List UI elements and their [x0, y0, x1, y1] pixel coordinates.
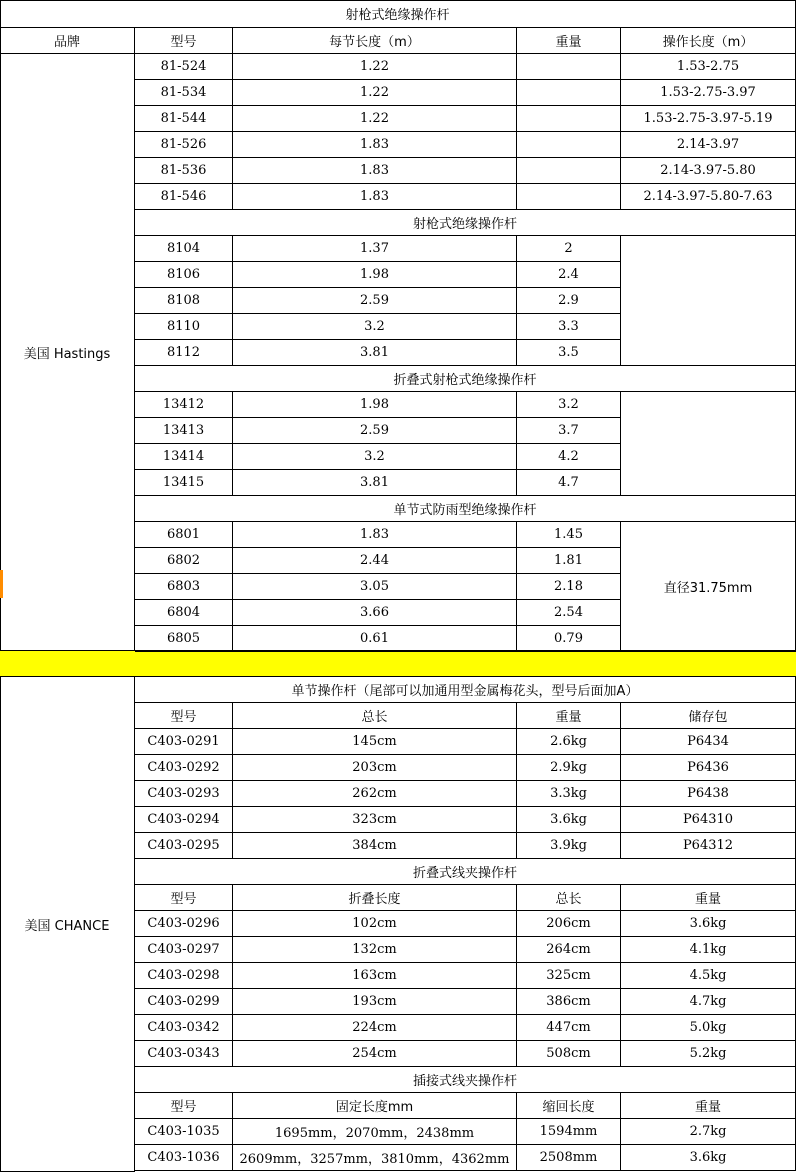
table-cell: C403-1035 [135, 1119, 233, 1145]
table-cell: 262cm [233, 781, 517, 807]
table-cell: 254cm [233, 1041, 517, 1067]
table-cell: P6438 [621, 781, 796, 807]
table-cell: 3.05 [233, 574, 517, 600]
table-cell: 81-546 [135, 184, 233, 210]
table-cell: 2.7kg [621, 1119, 796, 1145]
group-title: 折叠式线夹操作杆 [135, 859, 796, 885]
group-title: 单节式防雨型绝缘操作杆 [135, 496, 796, 522]
column-header: 每节长度（m） [233, 28, 517, 54]
table-cell: 2.54 [517, 600, 621, 626]
table-cell [517, 80, 621, 106]
table-cell: 386cm [517, 989, 621, 1015]
table-cell: 206cm [517, 911, 621, 937]
table-cell: 193cm [233, 989, 517, 1015]
column-header: 折叠长度 [233, 885, 517, 911]
column-header: 总长 [517, 885, 621, 911]
table-cell: 3.81 [233, 340, 517, 366]
table-cell: 6805 [135, 626, 233, 652]
table-cell: 3.66 [233, 600, 517, 626]
section-divider [0, 650, 796, 677]
column-header: 型号 [135, 28, 233, 54]
table-cell: 13413 [135, 418, 233, 444]
column-header: 缩回长度 [517, 1093, 621, 1119]
group-title: 射枪式绝缘操作杆 [135, 210, 796, 236]
table-cell: 81-544 [135, 106, 233, 132]
table-cell: 4.7kg [621, 989, 796, 1015]
table-cell: 1695mm，2070mm，2438mm [233, 1119, 517, 1145]
table-cell: 1.98 [233, 262, 517, 288]
table-cell: 3.3 [517, 314, 621, 340]
table-cell: 2 [517, 236, 621, 262]
table-cell: 1.98 [233, 392, 517, 418]
table-cell: C403-0296 [135, 911, 233, 937]
table-cell: 0.79 [517, 626, 621, 652]
table-cell: 6801 [135, 522, 233, 548]
group-title: 单节操作杆（尾部可以加通用型金属梅花头，型号后面加A） [135, 677, 796, 703]
table-cell: 8106 [135, 262, 233, 288]
table-cell: 5.0kg [621, 1015, 796, 1041]
table-cell: 3.3kg [517, 781, 621, 807]
table-cell: 0.61 [233, 626, 517, 652]
table-cell: 1594mm [517, 1119, 621, 1145]
table-cell: C403-1036 [135, 1145, 233, 1171]
table-cell: 1.53-2.75-3.97 [621, 80, 796, 106]
table-cell: 4.7 [517, 470, 621, 496]
table-cell: 1.22 [233, 106, 517, 132]
table-cell: 81-526 [135, 132, 233, 158]
table-cell [517, 106, 621, 132]
table-cell: 2.18 [517, 574, 621, 600]
table-cell: 3.6kg [621, 911, 796, 937]
table-cell: 102cm [233, 911, 517, 937]
table-cell: C403-0343 [135, 1041, 233, 1067]
table-cell: 384cm [233, 833, 517, 859]
column-header: 重量 [517, 28, 621, 54]
table-cell: 2508mm [517, 1145, 621, 1171]
table-cell: 4.5kg [621, 963, 796, 989]
table-cell: C403-0294 [135, 807, 233, 833]
table-cell: 13414 [135, 444, 233, 470]
table-cell: 6804 [135, 600, 233, 626]
table-cell: 323cm [233, 807, 517, 833]
group-title: 折叠式射枪式绝缘操作杆 [135, 366, 796, 392]
table-cell: C403-0291 [135, 729, 233, 755]
table-cell: 5.2kg [621, 1041, 796, 1067]
table-cell: 1.22 [233, 80, 517, 106]
column-header: 储存包 [621, 703, 796, 729]
table-cell: 81-524 [135, 54, 233, 80]
table-cell: 132cm [233, 937, 517, 963]
table-cell: 2.14-3.97-5.80-7.63 [621, 184, 796, 210]
table-cell: 3.6kg [517, 807, 621, 833]
table-cell: 2.14-3.97-5.80 [621, 158, 796, 184]
table-cell: C403-0292 [135, 755, 233, 781]
table-cell: 2.4 [517, 262, 621, 288]
table-cell: 1.45 [517, 522, 621, 548]
table-cell: 325cm [517, 963, 621, 989]
table-cell [517, 184, 621, 210]
table-cell: 1.37 [233, 236, 517, 262]
table-cell: 8104 [135, 236, 233, 262]
table-cell: 8112 [135, 340, 233, 366]
table-cell: 3.81 [233, 470, 517, 496]
table-cell: C403-0293 [135, 781, 233, 807]
table-cell: 145cm [233, 729, 517, 755]
table-cell: 8108 [135, 288, 233, 314]
column-header: 固定长度mm [233, 1093, 517, 1119]
table-cell: 81-536 [135, 158, 233, 184]
table-cell: 1.22 [233, 54, 517, 80]
table-cell: 1.53-2.75-3.97-5.19 [621, 106, 796, 132]
table-cell: 1.83 [233, 522, 517, 548]
table-cell: 6802 [135, 548, 233, 574]
note-cell: 直径31.75mm [621, 522, 796, 652]
brand-cell: 美国 Hastings [0, 54, 135, 651]
column-header: 品牌 [0, 28, 135, 54]
column-header: 总长 [233, 703, 517, 729]
table-cell: 2.59 [233, 418, 517, 444]
table-title: 射枪式绝缘操作杆 [0, 0, 796, 28]
table-cell: 13412 [135, 392, 233, 418]
column-header: 重量 [621, 1093, 796, 1119]
table-cell: 264cm [517, 937, 621, 963]
column-header: 重量 [621, 885, 796, 911]
column-header: 操作长度（m） [621, 28, 796, 54]
table-cell: 2.9 [517, 288, 621, 314]
table-cell: C403-0342 [135, 1015, 233, 1041]
table-cell: 8110 [135, 314, 233, 340]
table-cell: P64310 [621, 807, 796, 833]
column-header: 型号 [135, 703, 233, 729]
table-cell: 1.53-2.75 [621, 54, 796, 80]
table-cell: 224cm [233, 1015, 517, 1041]
table-cell: 1.83 [233, 184, 517, 210]
table-cell: 203cm [233, 755, 517, 781]
table-cell: 1.81 [517, 548, 621, 574]
table-cell: 3.6kg [621, 1145, 796, 1171]
table-cell: 3.9kg [517, 833, 621, 859]
table-cell: 6803 [135, 574, 233, 600]
table-cell: 2.14-3.97 [621, 132, 796, 158]
table-cell: C403-0295 [135, 833, 233, 859]
table-cell: 4.1kg [621, 937, 796, 963]
table-cell: 3.2 [233, 444, 517, 470]
table-cell: 3.7 [517, 418, 621, 444]
group-title: 插接式线夹操作杆 [135, 1067, 796, 1093]
table-cell: 508cm [517, 1041, 621, 1067]
column-header: 重量 [517, 703, 621, 729]
table-cell: C403-0299 [135, 989, 233, 1015]
column-header: 型号 [135, 1093, 233, 1119]
brand-cell: 美国 CHANCE [0, 677, 135, 1172]
table-cell: 2.44 [233, 548, 517, 574]
empty-cell [621, 392, 796, 496]
table-cell [517, 132, 621, 158]
table-cell: 163cm [233, 963, 517, 989]
table-cell: 81-534 [135, 80, 233, 106]
table-cell: P64312 [621, 833, 796, 859]
table-cell: 2.6kg [517, 729, 621, 755]
table-cell: P6436 [621, 755, 796, 781]
empty-cell [621, 236, 796, 366]
table-cell: 3.5 [517, 340, 621, 366]
table-cell: 1.83 [233, 158, 517, 184]
table-cell [517, 158, 621, 184]
table-cell: C403-0298 [135, 963, 233, 989]
table-cell: 2609mm，3257mm，3810mm，4362mm [233, 1145, 517, 1171]
table-cell: 3.2 [517, 392, 621, 418]
table-cell: 2.9kg [517, 755, 621, 781]
table-cell: 1.83 [233, 132, 517, 158]
table-cell: P6434 [621, 729, 796, 755]
table-cell: 447cm [517, 1015, 621, 1041]
table-cell [517, 54, 621, 80]
table-cell: 4.2 [517, 444, 621, 470]
column-header: 型号 [135, 885, 233, 911]
table-cell: C403-0297 [135, 937, 233, 963]
table-cell: 3.2 [233, 314, 517, 340]
table-cell: 2.59 [233, 288, 517, 314]
table-cell: 13415 [135, 470, 233, 496]
